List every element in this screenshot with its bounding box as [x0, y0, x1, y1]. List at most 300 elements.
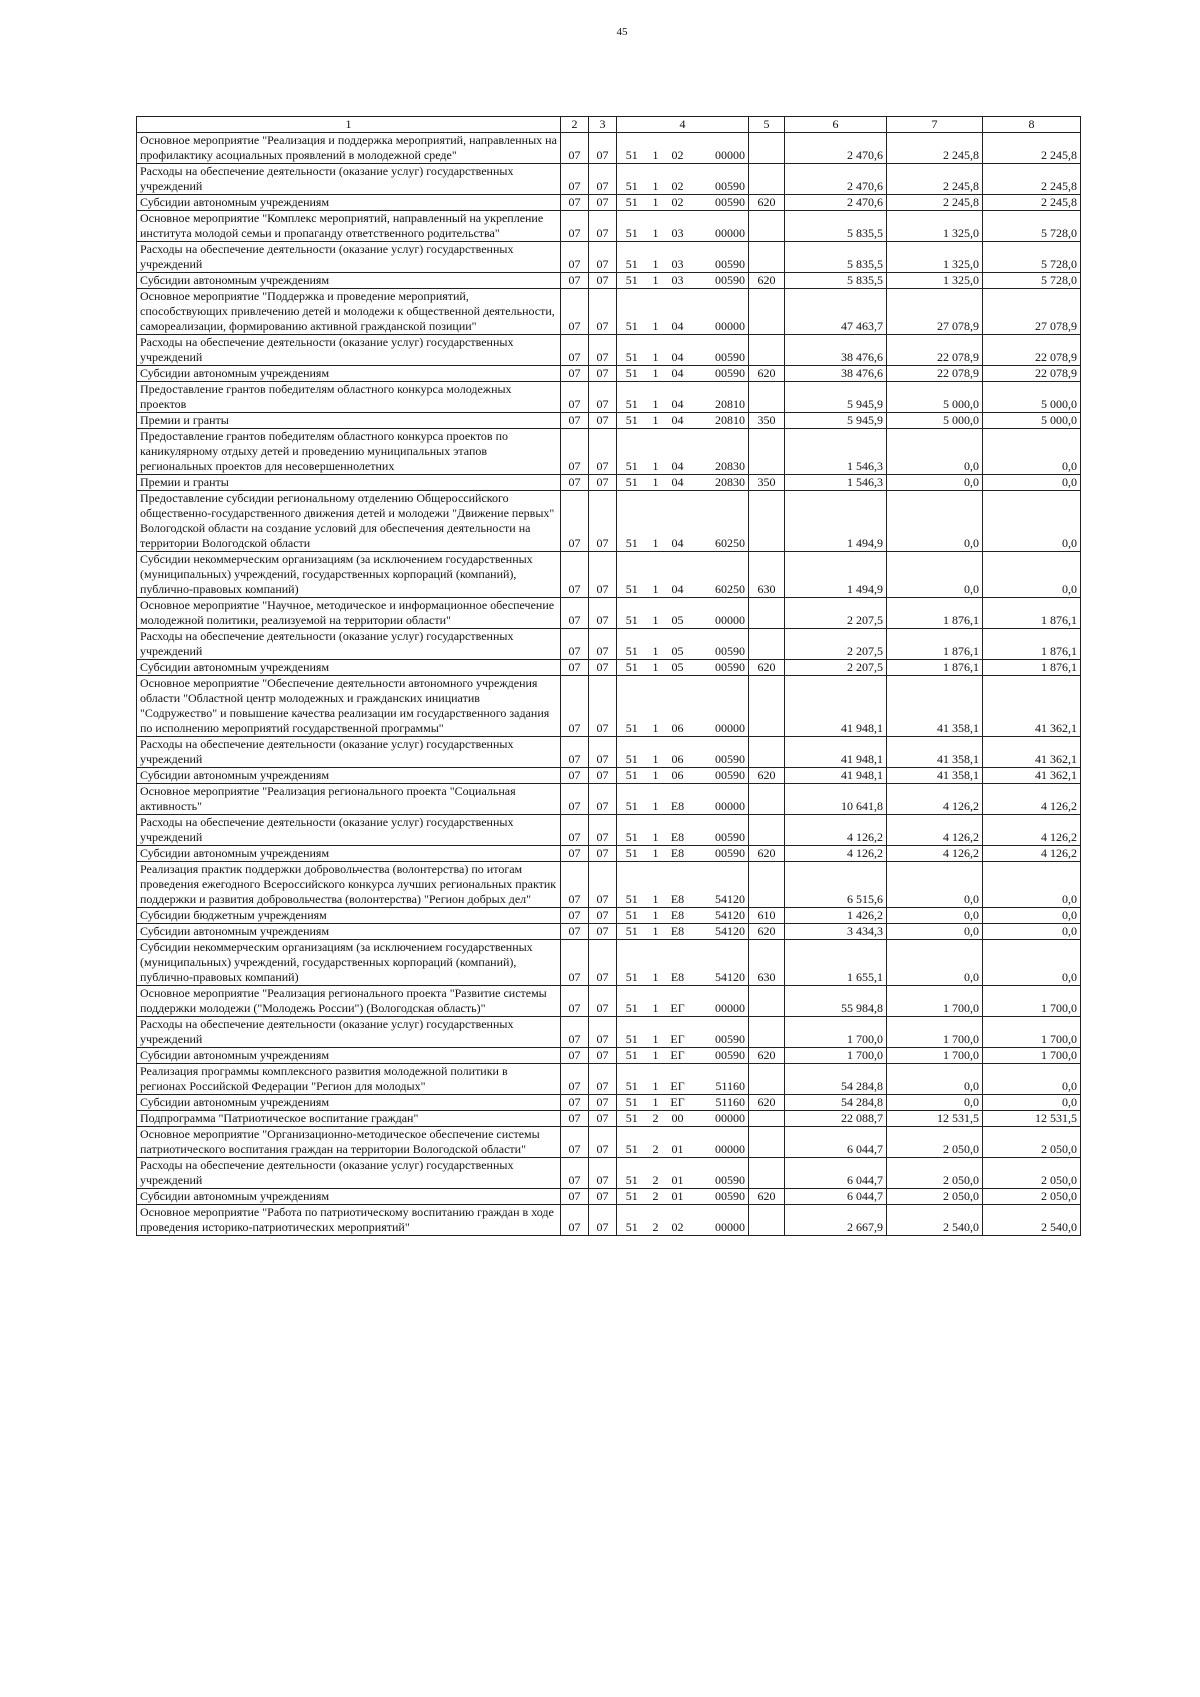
row-c8-cell: 12 531,5	[983, 1111, 1081, 1127]
row-c2-cell: 07	[561, 784, 589, 815]
row-c6-cell: 1 700,0	[785, 1017, 887, 1048]
row-k4-cell: 00000	[691, 211, 749, 242]
row-name-cell: Субсидии некоммерческим организациям (за исключением государственных (муниципальных) учреждений, государственных корпораций (компаний), публично-правовых компаний)	[137, 940, 561, 986]
row-name-cell: Премии и гранты	[137, 475, 561, 491]
row-c8-cell: 22 078,9	[983, 335, 1081, 366]
row-name-cell: Основное мероприятие "Комплекс мероприятий, направленный на укрепление института молодой семьи и пропаганду ответственного родительства"	[137, 211, 561, 242]
row-name-cell: Основное мероприятие "Реализация регионального проекта "Развитие системы поддержки молодежи ("Молодежь России") (Вологодская область)"	[137, 986, 561, 1017]
row-k3-cell: E8	[665, 924, 691, 940]
table-row	[137, 1017, 1081, 1048]
row-c5-cell	[749, 382, 785, 413]
row-name-cell: Субсидии бюджетным учреждениям	[137, 908, 561, 924]
row-c3-cell: 07	[589, 676, 617, 737]
row-c6-cell: 6 044,7	[785, 1158, 887, 1189]
row-c7-cell: 0,0	[887, 552, 983, 598]
row-c5-cell	[749, 335, 785, 366]
header-cell-8: 8	[983, 117, 1081, 133]
row-c2-cell: 07	[561, 1127, 589, 1158]
row-c3-cell: 07	[589, 475, 617, 491]
table-row	[137, 1205, 1081, 1236]
row-c3-cell: 07	[589, 1048, 617, 1064]
table-row	[137, 908, 1081, 924]
row-c7-cell: 2 540,0	[887, 1205, 983, 1236]
row-name-cell: Основное мероприятие "Организационно-методическое обеспечение системы патриотического воспитания граждан на территории Вологодской области"	[137, 1127, 561, 1158]
row-c2-cell: 07	[561, 1064, 589, 1095]
row-k2-cell: 1	[647, 660, 665, 676]
row-c7-cell: 2 050,0	[887, 1127, 983, 1158]
row-k4-cell: 54120	[691, 908, 749, 924]
row-name-cell: Предоставление грантов победителям областного конкурса молодежных проектов	[137, 382, 561, 413]
table-row	[137, 1095, 1081, 1111]
row-name-cell: Субсидии автономным учреждениям	[137, 768, 561, 784]
row-c3-cell: 07	[589, 1127, 617, 1158]
row-c3-cell: 07	[589, 784, 617, 815]
row-k3-cell: ЕГ	[665, 1048, 691, 1064]
row-c8-cell: 5 728,0	[983, 211, 1081, 242]
row-k2-cell: 1	[647, 429, 665, 475]
row-k2-cell: 1	[647, 846, 665, 862]
row-k1-cell: 51	[617, 676, 647, 737]
row-c5-cell	[749, 429, 785, 475]
table-row	[137, 289, 1081, 335]
row-c3-cell: 07	[589, 335, 617, 366]
row-c8-cell: 2 245,8	[983, 164, 1081, 195]
row-k1-cell: 51	[617, 1127, 647, 1158]
row-c2-cell: 07	[561, 211, 589, 242]
row-c8-cell: 1 876,1	[983, 660, 1081, 676]
row-c3-cell: 07	[589, 1017, 617, 1048]
table-row	[137, 413, 1081, 429]
row-c8-cell: 0,0	[983, 940, 1081, 986]
row-c7-cell: 0,0	[887, 475, 983, 491]
row-k4-cell: 00590	[691, 1048, 749, 1064]
row-c3-cell: 07	[589, 846, 617, 862]
row-c2-cell: 07	[561, 1158, 589, 1189]
row-k4-cell: 00000	[691, 986, 749, 1017]
row-name-cell: Предоставление субсидии региональному отделению Общероссийского общественно-государственного движения детей и молодежи "Движение первых" Вологодской области на создание условий для обеспечения деятельности на территории Вологодской области	[137, 491, 561, 552]
row-c6-cell: 1 546,3	[785, 429, 887, 475]
row-c6-cell: 6 044,7	[785, 1127, 887, 1158]
row-c3-cell: 07	[589, 924, 617, 940]
row-c3-cell: 07	[589, 815, 617, 846]
row-c8-cell: 0,0	[983, 429, 1081, 475]
row-c3-cell: 07	[589, 986, 617, 1017]
row-c6-cell: 2 667,9	[785, 1205, 887, 1236]
row-c5-cell	[749, 289, 785, 335]
row-k1-cell: 51	[617, 846, 647, 862]
row-k1-cell: 51	[617, 211, 647, 242]
row-c6-cell: 2 207,5	[785, 598, 887, 629]
table-row	[137, 335, 1081, 366]
row-c5-cell: 350	[749, 475, 785, 491]
row-c8-cell: 1 876,1	[983, 629, 1081, 660]
row-k2-cell: 1	[647, 335, 665, 366]
row-name-cell: Премии и гранты	[137, 413, 561, 429]
row-c8-cell: 4 126,2	[983, 784, 1081, 815]
row-c5-cell	[749, 1205, 785, 1236]
row-name-cell: Субсидии автономным учреждениям	[137, 195, 561, 211]
row-c6-cell: 10 641,8	[785, 784, 887, 815]
row-k4-cell: 51160	[691, 1095, 749, 1111]
table-row	[137, 924, 1081, 940]
row-k2-cell: 1	[647, 598, 665, 629]
row-k3-cell: 05	[665, 598, 691, 629]
row-k2-cell: 1	[647, 211, 665, 242]
row-c7-cell: 12 531,5	[887, 1111, 983, 1127]
row-c5-cell: 350	[749, 413, 785, 429]
row-k3-cell: 06	[665, 768, 691, 784]
row-c2-cell: 07	[561, 924, 589, 940]
row-c6-cell: 1 700,0	[785, 1048, 887, 1064]
row-k4-cell: 54120	[691, 862, 749, 908]
row-c2-cell: 07	[561, 598, 589, 629]
header-cell-1: 1	[137, 117, 561, 133]
row-c8-cell: 0,0	[983, 908, 1081, 924]
row-k4-cell: 00000	[691, 1111, 749, 1127]
row-name-cell: Расходы на обеспечение деятельности (оказание услуг) государственных учреждений	[137, 629, 561, 660]
row-c8-cell: 2 050,0	[983, 1127, 1081, 1158]
row-k3-cell: ЕГ	[665, 1017, 691, 1048]
row-k4-cell: 00590	[691, 366, 749, 382]
row-c2-cell: 07	[561, 273, 589, 289]
row-k4-cell: 51160	[691, 1064, 749, 1095]
row-c6-cell: 1 494,9	[785, 552, 887, 598]
row-c7-cell: 1 700,0	[887, 1048, 983, 1064]
row-c6-cell: 41 948,1	[785, 768, 887, 784]
row-name-cell: Субсидии автономным учреждениям	[137, 366, 561, 382]
row-k2-cell: 2	[647, 1158, 665, 1189]
row-c8-cell: 4 126,2	[983, 815, 1081, 846]
row-k4-cell: 60250	[691, 552, 749, 598]
row-c7-cell: 4 126,2	[887, 815, 983, 846]
table-row	[137, 475, 1081, 491]
table-row	[137, 768, 1081, 784]
row-k3-cell: 03	[665, 211, 691, 242]
row-k4-cell: 00590	[691, 242, 749, 273]
row-c7-cell: 2 050,0	[887, 1189, 983, 1205]
row-c7-cell: 22 078,9	[887, 366, 983, 382]
row-c2-cell: 07	[561, 1095, 589, 1111]
row-c6-cell: 5 835,5	[785, 273, 887, 289]
row-c8-cell: 0,0	[983, 491, 1081, 552]
row-k4-cell: 00590	[691, 164, 749, 195]
row-k2-cell: 1	[647, 273, 665, 289]
row-c8-cell: 1 876,1	[983, 598, 1081, 629]
row-c2-cell: 07	[561, 335, 589, 366]
row-k3-cell: 04	[665, 429, 691, 475]
row-c8-cell: 4 126,2	[983, 846, 1081, 862]
row-c8-cell: 2 245,8	[983, 133, 1081, 164]
row-c8-cell: 2 050,0	[983, 1158, 1081, 1189]
row-k2-cell: 1	[647, 908, 665, 924]
row-k2-cell: 2	[647, 1205, 665, 1236]
row-c8-cell: 0,0	[983, 862, 1081, 908]
row-k4-cell: 00590	[691, 660, 749, 676]
header-cell-5: 5	[749, 117, 785, 133]
row-c7-cell: 1 325,0	[887, 273, 983, 289]
row-c5-cell: 610	[749, 908, 785, 924]
row-k2-cell: 1	[647, 491, 665, 552]
row-k2-cell: 1	[647, 242, 665, 273]
table-row	[137, 815, 1081, 846]
row-k2-cell: 1	[647, 1017, 665, 1048]
row-c8-cell: 41 362,1	[983, 737, 1081, 768]
row-name-cell: Основное мероприятие "Поддержка и проведение мероприятий, способствующих привлечению детей и молодежи к общественной деятельности, самореализации, формированию активной гражданской позиции"	[137, 289, 561, 335]
row-c7-cell: 2 245,8	[887, 164, 983, 195]
row-c5-cell: 620	[749, 195, 785, 211]
row-c5-cell	[749, 1017, 785, 1048]
table-row	[137, 1127, 1081, 1158]
row-k4-cell: 00000	[691, 1127, 749, 1158]
row-k4-cell: 00000	[691, 1205, 749, 1236]
row-k2-cell: 1	[647, 413, 665, 429]
row-c6-cell: 1 494,9	[785, 491, 887, 552]
row-c3-cell: 07	[589, 382, 617, 413]
row-k2-cell: 1	[647, 133, 665, 164]
row-c2-cell: 07	[561, 940, 589, 986]
table-row	[137, 429, 1081, 475]
row-c3-cell: 07	[589, 629, 617, 660]
row-c5-cell: 620	[749, 924, 785, 940]
row-k4-cell: 60250	[691, 491, 749, 552]
row-c8-cell: 1 700,0	[983, 1048, 1081, 1064]
row-k3-cell: 00	[665, 1111, 691, 1127]
row-k3-cell: 01	[665, 1127, 691, 1158]
row-c7-cell: 5 000,0	[887, 413, 983, 429]
row-c8-cell: 41 362,1	[983, 768, 1081, 784]
table-row	[137, 1064, 1081, 1095]
row-c3-cell: 07	[589, 660, 617, 676]
row-k2-cell: 1	[647, 366, 665, 382]
row-c7-cell: 41 358,1	[887, 768, 983, 784]
page-number: 45	[616, 26, 628, 38]
row-k1-cell: 51	[617, 924, 647, 940]
row-k4-cell: 00000	[691, 133, 749, 164]
row-k4-cell: 20830	[691, 429, 749, 475]
row-k2-cell: 1	[647, 815, 665, 846]
row-k4-cell: 00590	[691, 335, 749, 366]
row-c5-cell: 620	[749, 846, 785, 862]
row-c6-cell: 1 426,2	[785, 908, 887, 924]
row-name-cell: Предоставление грантов победителям областного конкурса проектов по каникулярному отдыху детей и проведению муниципальных этапов региональных проектов для несовершеннолетних	[137, 429, 561, 475]
row-c6-cell: 5 945,9	[785, 413, 887, 429]
row-k4-cell: 00000	[691, 784, 749, 815]
row-c6-cell: 5 835,5	[785, 211, 887, 242]
row-c6-cell: 41 948,1	[785, 676, 887, 737]
row-name-cell: Расходы на обеспечение деятельности (оказание услуг) государственных учреждений	[137, 164, 561, 195]
row-name-cell: Субсидии автономным учреждениям	[137, 846, 561, 862]
row-c2-cell: 07	[561, 491, 589, 552]
row-k1-cell: 51	[617, 382, 647, 413]
row-c5-cell	[749, 986, 785, 1017]
row-k2-cell: 1	[647, 862, 665, 908]
row-k1-cell: 51	[617, 908, 647, 924]
table-row	[137, 862, 1081, 908]
row-k2-cell: 1	[647, 737, 665, 768]
row-k2-cell: 1	[647, 676, 665, 737]
row-k1-cell: 51	[617, 1048, 647, 1064]
row-name-cell: Расходы на обеспечение деятельности (оказание услуг) государственных учреждений	[137, 815, 561, 846]
row-k1-cell: 51	[617, 768, 647, 784]
row-c2-cell: 07	[561, 552, 589, 598]
row-c8-cell: 5 728,0	[983, 242, 1081, 273]
row-k4-cell: 00000	[691, 676, 749, 737]
row-c6-cell: 22 088,7	[785, 1111, 887, 1127]
row-c5-cell	[749, 629, 785, 660]
row-c3-cell: 07	[589, 1205, 617, 1236]
table-row	[137, 552, 1081, 598]
row-k1-cell: 51	[617, 195, 647, 211]
row-name-cell: Расходы на обеспечение деятельности (оказание услуг) государственных учреждений	[137, 1017, 561, 1048]
row-k3-cell: E8	[665, 940, 691, 986]
row-k2-cell: 1	[647, 195, 665, 211]
row-k4-cell: 00590	[691, 1189, 749, 1205]
row-k3-cell: 03	[665, 273, 691, 289]
row-k1-cell: 51	[617, 598, 647, 629]
row-k4-cell: 54120	[691, 924, 749, 940]
row-c6-cell: 4 126,2	[785, 846, 887, 862]
row-c6-cell: 6 044,7	[785, 1189, 887, 1205]
row-c7-cell: 0,0	[887, 924, 983, 940]
row-c6-cell: 5 945,9	[785, 382, 887, 413]
row-c5-cell: 620	[749, 366, 785, 382]
row-c8-cell: 5 000,0	[983, 413, 1081, 429]
row-k1-cell: 51	[617, 413, 647, 429]
table-row	[137, 1189, 1081, 1205]
table-row	[137, 491, 1081, 552]
row-c7-cell: 0,0	[887, 908, 983, 924]
row-c7-cell: 0,0	[887, 491, 983, 552]
row-k1-cell: 51	[617, 1111, 647, 1127]
row-c7-cell: 41 358,1	[887, 676, 983, 737]
row-k3-cell: 04	[665, 366, 691, 382]
row-c5-cell	[749, 242, 785, 273]
row-c3-cell: 07	[589, 1158, 617, 1189]
row-c7-cell: 1 876,1	[887, 660, 983, 676]
row-k4-cell: 00590	[691, 768, 749, 784]
row-k4-cell: 00590	[691, 195, 749, 211]
row-c3-cell: 07	[589, 242, 617, 273]
row-c2-cell: 07	[561, 676, 589, 737]
row-c6-cell: 41 948,1	[785, 737, 887, 768]
row-c5-cell: 620	[749, 768, 785, 784]
row-c5-cell	[749, 784, 785, 815]
table-row	[137, 846, 1081, 862]
row-c7-cell: 2 050,0	[887, 1158, 983, 1189]
row-k3-cell: 06	[665, 676, 691, 737]
row-k3-cell: 02	[665, 133, 691, 164]
table-row	[137, 195, 1081, 211]
row-c2-cell: 07	[561, 366, 589, 382]
row-k4-cell: 20810	[691, 382, 749, 413]
row-k3-cell: 02	[665, 1205, 691, 1236]
row-k1-cell: 51	[617, 164, 647, 195]
row-name-cell: Реализация практик поддержки добровольчества (волонтерства) по итогам проведения ежегодного Всероссийского конкурса лучших региональных практик поддержки и развития добровольчества (волонтерства) "Регион добрых дел"	[137, 862, 561, 908]
row-c6-cell: 2 470,6	[785, 133, 887, 164]
row-c7-cell: 5 000,0	[887, 382, 983, 413]
table-row	[137, 1158, 1081, 1189]
row-c2-cell: 07	[561, 382, 589, 413]
row-c3-cell: 07	[589, 1095, 617, 1111]
row-k3-cell: 04	[665, 552, 691, 598]
row-c5-cell: 620	[749, 660, 785, 676]
row-c5-cell: 620	[749, 1048, 785, 1064]
row-k4-cell: 00590	[691, 846, 749, 862]
row-k3-cell: 06	[665, 737, 691, 768]
row-c5-cell	[749, 676, 785, 737]
row-c8-cell: 22 078,9	[983, 366, 1081, 382]
row-k1-cell: 51	[617, 1017, 647, 1048]
row-c3-cell: 07	[589, 429, 617, 475]
row-c7-cell: 4 126,2	[887, 846, 983, 862]
row-c2-cell: 07	[561, 195, 589, 211]
row-k3-cell: E8	[665, 908, 691, 924]
row-c8-cell: 27 078,9	[983, 289, 1081, 335]
row-c8-cell: 0,0	[983, 552, 1081, 598]
row-k4-cell: 00000	[691, 598, 749, 629]
row-k2-cell: 1	[647, 289, 665, 335]
row-k2-cell: 1	[647, 475, 665, 491]
table-row	[137, 598, 1081, 629]
row-c6-cell: 5 835,5	[785, 242, 887, 273]
table-row	[137, 273, 1081, 289]
row-c2-cell: 07	[561, 429, 589, 475]
row-k1-cell: 51	[617, 491, 647, 552]
row-c6-cell: 2 207,5	[785, 660, 887, 676]
row-c5-cell: 630	[749, 940, 785, 986]
table-row	[137, 242, 1081, 273]
row-name-cell: Субсидии некоммерческим организациям (за исключением государственных (муниципальных) учреждений, государственных корпораций (компаний), публично-правовых компаний)	[137, 552, 561, 598]
row-k1-cell: 51	[617, 289, 647, 335]
row-c7-cell: 27 078,9	[887, 289, 983, 335]
row-c5-cell	[749, 164, 785, 195]
row-c6-cell: 55 984,8	[785, 986, 887, 1017]
row-name-cell: Основное мероприятие "Реализация и поддержка мероприятий, направленных на профилактику асоциальных проявлений в молодежной среде"	[137, 133, 561, 164]
row-c8-cell: 2 050,0	[983, 1189, 1081, 1205]
row-k3-cell: 02	[665, 164, 691, 195]
row-c5-cell	[749, 491, 785, 552]
row-c7-cell: 0,0	[887, 1095, 983, 1111]
row-c6-cell: 2 207,5	[785, 629, 887, 660]
row-c6-cell: 1 655,1	[785, 940, 887, 986]
row-c7-cell: 0,0	[887, 1064, 983, 1095]
row-c6-cell: 54 284,8	[785, 1095, 887, 1111]
table-row	[137, 986, 1081, 1017]
table-row	[137, 676, 1081, 737]
row-k4-cell: 00590	[691, 815, 749, 846]
row-name-cell: Основное мероприятие "Работа по патриотическому воспитанию граждан в ходе проведения историко-патриотических мероприятий"	[137, 1205, 561, 1236]
row-c8-cell: 5 728,0	[983, 273, 1081, 289]
row-c7-cell: 1 876,1	[887, 598, 983, 629]
row-c5-cell	[749, 211, 785, 242]
header-cell-7: 7	[887, 117, 983, 133]
row-k3-cell: 05	[665, 660, 691, 676]
row-c2-cell: 07	[561, 629, 589, 660]
row-c6-cell: 3 434,3	[785, 924, 887, 940]
row-c7-cell: 1 700,0	[887, 1017, 983, 1048]
row-k3-cell: 04	[665, 382, 691, 413]
row-k1-cell: 51	[617, 242, 647, 273]
row-c5-cell: 630	[749, 552, 785, 598]
row-k1-cell: 51	[617, 335, 647, 366]
row-k1-cell: 51	[617, 1095, 647, 1111]
row-k1-cell: 51	[617, 815, 647, 846]
row-c3-cell: 07	[589, 1189, 617, 1205]
row-k3-cell: 04	[665, 475, 691, 491]
row-k1-cell: 51	[617, 862, 647, 908]
row-c7-cell: 1 325,0	[887, 242, 983, 273]
table-row	[137, 164, 1081, 195]
